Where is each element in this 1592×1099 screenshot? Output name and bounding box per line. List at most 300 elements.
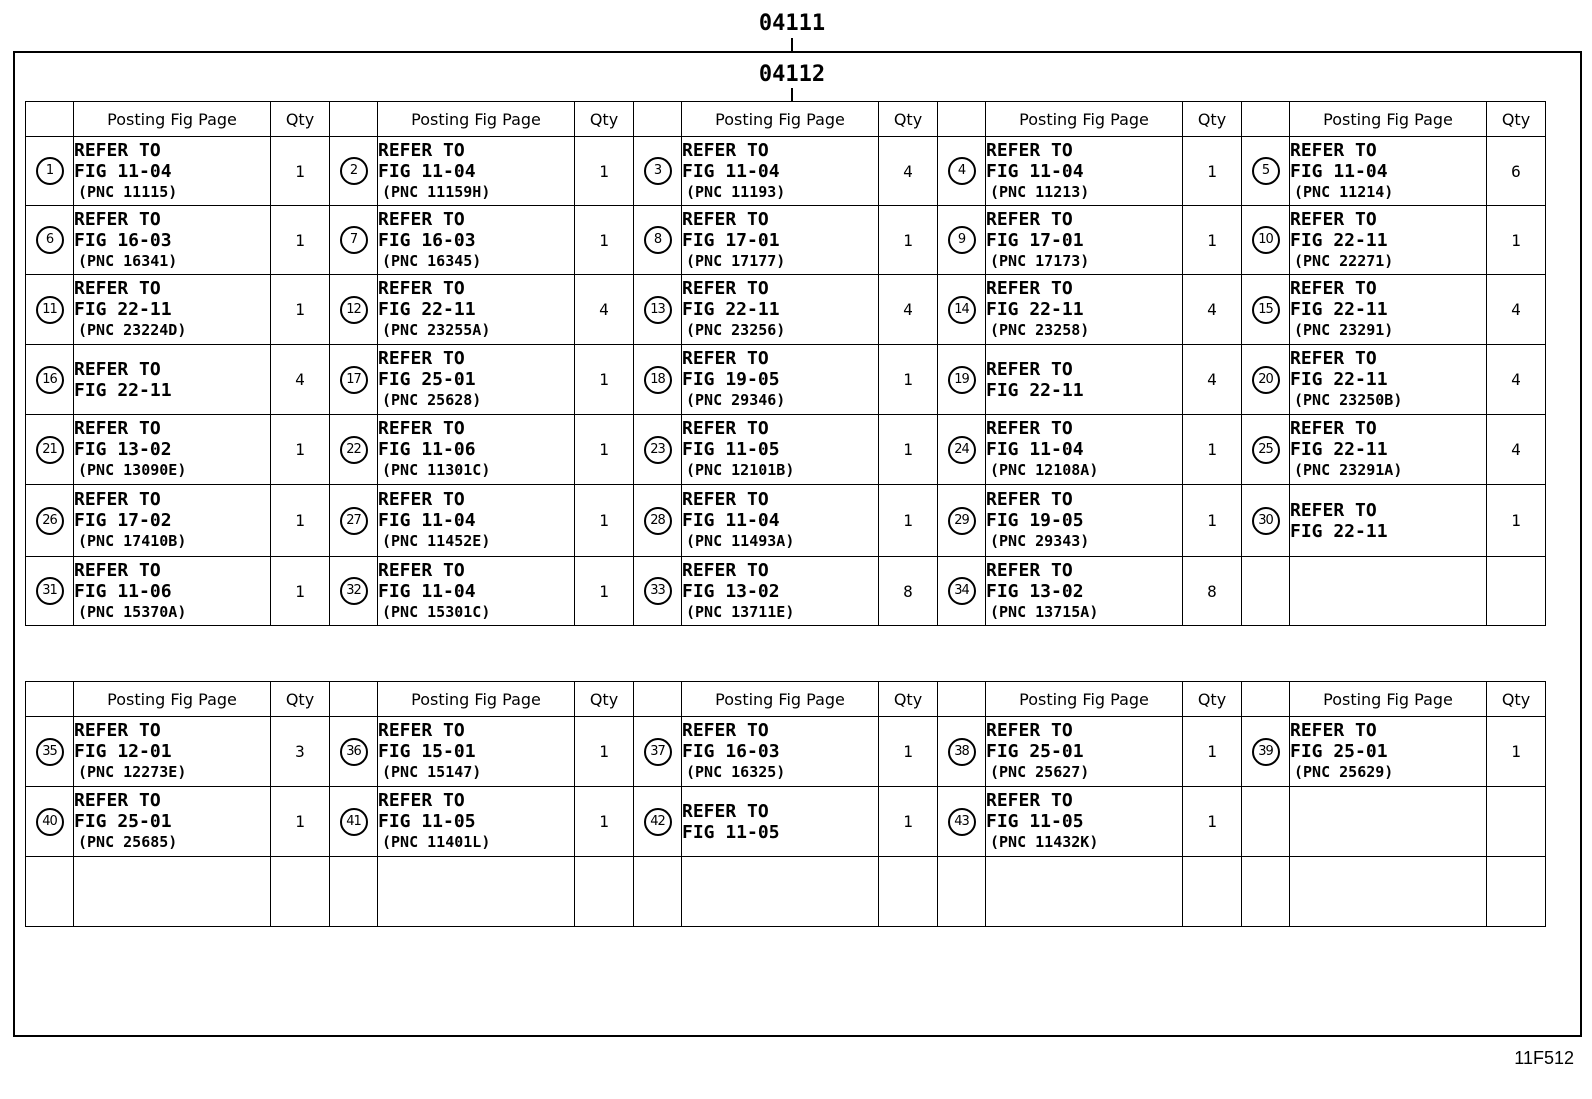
reference-cell (74, 787, 271, 857)
fig-page-label: FIG 16-03 (682, 741, 780, 762)
fig-page-label: FIG 11-06 (378, 439, 476, 460)
ref-number-cell (26, 137, 74, 206)
ref-number-cell (330, 415, 378, 485)
qty-cell: 1 (575, 717, 634, 787)
refer-to-label: REFER TO (682, 278, 769, 299)
ref-number-circle: 43 (948, 808, 976, 836)
ref-number-circle: 16 (36, 366, 64, 394)
header-posting-fig-page: Posting Fig Page (986, 102, 1183, 137)
fig-page-label: FIG 11-04 (986, 439, 1084, 460)
reference-cell (682, 137, 879, 206)
qty-cell: 8 (879, 557, 938, 626)
ref-number-circle: 38 (948, 738, 976, 766)
fig-page-label: FIG 11-04 (986, 160, 1084, 182)
fig-page-label: FIG 13-02 (74, 439, 172, 460)
refer-to-label: REFER TO (1290, 499, 1377, 521)
ref-number-circle: 41 (340, 808, 368, 836)
ref-number-circle: 18 (644, 366, 672, 394)
assembly-code-04112: 04112 (758, 62, 826, 87)
header-posting-fig-page: Posting Fig Page (682, 682, 879, 717)
reference-cell (682, 717, 879, 787)
ref-number-circle: 8 (644, 226, 672, 254)
fig-page-label: FIG 22-11 (1290, 369, 1388, 390)
refer-to-label: REFER TO (1290, 139, 1377, 161)
ref-number-cell (26, 206, 74, 275)
qty-cell: 1 (271, 415, 330, 485)
fig-page-label: FIG 25-01 (378, 369, 476, 390)
ref-number-circle: 33 (644, 577, 672, 605)
ref-number-cell (634, 345, 682, 415)
refer-to-label: REFER TO (74, 358, 161, 380)
qty-cell (879, 857, 938, 927)
qty-cell: 1 (879, 345, 938, 415)
reference-cell (378, 485, 575, 557)
reference-cell (1290, 206, 1487, 275)
reference-cell (1290, 137, 1487, 206)
pnc-label: (PNC 11452E) (382, 532, 491, 550)
header-qty: Qty (879, 682, 938, 717)
ref-number-cell (1242, 787, 1290, 857)
ref-number-cell (634, 275, 682, 345)
fig-page-label: FIG 19-05 (986, 510, 1084, 531)
ref-number-circle: 36 (340, 738, 368, 766)
refer-to-label: REFER TO (682, 489, 769, 510)
pnc-label: (PNC 16345) (382, 251, 482, 270)
qty-cell: 1 (879, 717, 938, 787)
table-row (26, 137, 1546, 206)
header-qty: Qty (271, 682, 330, 717)
ref-number-circle: 34 (948, 577, 976, 605)
pnc-label: (PNC 11214) (1294, 182, 1394, 201)
qty-cell: 6 (1487, 137, 1546, 206)
qty-cell: 4 (1487, 275, 1546, 345)
ref-number-cell (330, 557, 378, 626)
table-row (26, 275, 1546, 345)
pnc-label: (PNC 12101B) (686, 461, 795, 479)
ref-number-circle: 2 (340, 157, 368, 185)
header-posting-fig-page: Posting Fig Page (378, 682, 575, 717)
header-qty: Qty (879, 102, 938, 137)
table-row (26, 717, 1546, 787)
reference-cell (74, 415, 271, 485)
qty-cell: 1 (271, 137, 330, 206)
reference-cell (682, 345, 879, 415)
refer-to-label: REFER TO (1290, 348, 1377, 369)
pnc-label: (PNC 23291A) (1294, 461, 1403, 479)
ref-number-cell (26, 557, 74, 626)
header-posting-fig-page: Posting Fig Page (1290, 682, 1487, 717)
refer-to-label: REFER TO (986, 358, 1073, 380)
fig-page-label: FIG 22-11 (1290, 520, 1388, 542)
qty-cell: 1 (575, 485, 634, 557)
qty-cell: 1 (879, 485, 938, 557)
ref-number-cell (26, 345, 74, 415)
header-ref-no (26, 682, 74, 717)
ref-number-cell (634, 137, 682, 206)
pnc-label: (PNC 11301C) (382, 461, 491, 479)
pnc-label: (PNC 25627) (990, 763, 1090, 781)
reference-cell (74, 275, 271, 345)
refer-to-label: REFER TO (74, 418, 161, 439)
reference-cell (378, 415, 575, 485)
ref-number-cell (1242, 857, 1290, 927)
pnc-label: (PNC 13715A) (990, 602, 1099, 621)
pnc-label: (PNC 15301C) (382, 602, 491, 621)
ref-number-circle: 13 (644, 296, 672, 324)
qty-cell: 4 (879, 275, 938, 345)
qty-cell (575, 857, 634, 927)
qty-cell (271, 857, 330, 927)
table-row (26, 485, 1546, 557)
fig-page-label: FIG 16-03 (378, 229, 476, 251)
pnc-label: (PNC 12108A) (990, 461, 1099, 479)
fig-page-label: FIG 11-04 (1290, 160, 1388, 182)
reference-cell (1290, 557, 1487, 626)
ref-number-cell (1242, 485, 1290, 557)
qty-cell: 4 (1183, 275, 1242, 345)
reference-cell (986, 717, 1183, 787)
reference-cell (1290, 717, 1487, 787)
header-row (26, 682, 1546, 717)
fig-page-label: FIG 25-01 (986, 741, 1084, 762)
reference-cell (682, 415, 879, 485)
ref-number-circle: 39 (1252, 738, 1280, 766)
pnc-label: (PNC 13711E) (686, 602, 795, 621)
reference-cell (986, 557, 1183, 626)
ref-number-cell (26, 485, 74, 557)
ref-number-cell (26, 787, 74, 857)
qty-cell: 1 (1183, 415, 1242, 485)
refer-to-label: REFER TO (74, 790, 161, 811)
reference-cell (986, 857, 1183, 927)
header-posting-fig-page: Posting Fig Page (682, 102, 879, 137)
ref-number-cell (1242, 717, 1290, 787)
parts-reference-table-1 (25, 101, 1546, 626)
ref-number-cell (938, 275, 986, 345)
ref-number-cell (26, 857, 74, 927)
pnc-label: (PNC 25629) (1294, 763, 1394, 781)
reference-cell (682, 857, 879, 927)
table-row (26, 345, 1546, 415)
refer-to-label: REFER TO (74, 208, 161, 230)
ref-number-cell (634, 415, 682, 485)
qty-cell: 1 (1183, 787, 1242, 857)
refer-to-label: REFER TO (986, 418, 1073, 439)
reference-cell (74, 717, 271, 787)
qty-cell: 4 (575, 275, 634, 345)
ref-number-cell (330, 275, 378, 345)
figure-code: 11F512 (1514, 1048, 1574, 1068)
ref-number-cell (938, 857, 986, 927)
pnc-label: (PNC 23250B) (1294, 391, 1403, 409)
fig-page-label: FIG 17-02 (74, 510, 172, 531)
fig-page-label: FIG 11-04 (682, 510, 780, 531)
refer-to-label: REFER TO (378, 790, 465, 811)
qty-cell: 1 (879, 206, 938, 275)
fig-page-label: FIG 11-05 (986, 811, 1084, 832)
fig-page-label: FIG 19-05 (682, 369, 780, 390)
qty-cell: 1 (575, 137, 634, 206)
fig-page-label: FIG 12-01 (74, 741, 172, 762)
reference-cell (986, 485, 1183, 557)
ref-number-circle: 7 (340, 226, 368, 254)
fig-page-label: FIG 11-04 (378, 160, 476, 182)
fig-page-label: FIG 22-11 (986, 379, 1084, 401)
ref-number-circle: 21 (36, 436, 64, 464)
ref-number-circle: 37 (644, 738, 672, 766)
ref-number-circle: 29 (948, 507, 976, 535)
table-row (26, 857, 1546, 927)
reference-cell (74, 557, 271, 626)
reference-cell (1290, 787, 1487, 857)
qty-cell: 1 (271, 275, 330, 345)
reference-cell (682, 275, 879, 345)
reference-cell (986, 345, 1183, 415)
header-qty: Qty (1487, 682, 1546, 717)
ref-number-cell (938, 137, 986, 206)
refer-to-label: REFER TO (682, 720, 769, 741)
ref-number-circle: 35 (36, 738, 64, 766)
ref-number-cell (330, 787, 378, 857)
ref-number-cell (26, 415, 74, 485)
qty-cell (1487, 857, 1546, 927)
ref-number-cell (634, 857, 682, 927)
header-row (26, 102, 1546, 137)
ref-number-circle: 19 (948, 366, 976, 394)
header-qty: Qty (575, 102, 634, 137)
qty-cell: 4 (271, 345, 330, 415)
pnc-label: (PNC 29343) (990, 532, 1090, 550)
header-posting-fig-page: Posting Fig Page (986, 682, 1183, 717)
assembly-code-04111: 04111 (758, 11, 826, 36)
ref-number-circle: 5 (1252, 157, 1280, 185)
ref-number-cell (330, 857, 378, 927)
refer-to-label: REFER TO (1290, 208, 1377, 230)
reference-cell (378, 857, 575, 927)
qty-cell: 1 (575, 557, 634, 626)
refer-to-label: REFER TO (682, 800, 769, 822)
ref-number-circle: 30 (1252, 507, 1280, 535)
ref-number-circle: 31 (36, 577, 64, 605)
refer-to-label: REFER TO (378, 208, 465, 230)
ref-number-cell (634, 717, 682, 787)
ref-number-cell (330, 206, 378, 275)
header-qty: Qty (271, 102, 330, 137)
header-qty: Qty (1487, 102, 1546, 137)
pnc-label: (PNC 16341) (78, 251, 178, 270)
fig-page-label: FIG 25-01 (74, 811, 172, 832)
pnc-label: (PNC 15370A) (78, 602, 187, 621)
refer-to-label: REFER TO (378, 418, 465, 439)
ref-number-cell (1242, 206, 1290, 275)
pnc-label: (PNC 23255A) (382, 321, 491, 339)
pnc-label: (PNC 23224D) (78, 321, 187, 339)
qty-cell (1487, 787, 1546, 857)
ref-number-cell (1242, 345, 1290, 415)
ref-number-circle: 15 (1252, 296, 1280, 324)
qty-cell: 1 (1487, 485, 1546, 557)
reference-cell (1290, 857, 1487, 927)
reference-cell (378, 557, 575, 626)
qty-cell: 1 (1487, 206, 1546, 275)
qty-cell: 4 (1487, 345, 1546, 415)
ref-number-circle: 11 (36, 296, 64, 324)
pnc-label: (PNC 11432K) (990, 833, 1099, 851)
ref-number-circle: 42 (644, 808, 672, 836)
fig-page-label: FIG 22-11 (986, 299, 1084, 320)
reference-cell (1290, 275, 1487, 345)
pnc-label: (PNC 23291) (1294, 321, 1394, 339)
pnc-label: (PNC 11193) (686, 182, 786, 201)
refer-to-label: REFER TO (74, 278, 161, 299)
qty-cell: 1 (879, 415, 938, 485)
qty-cell: 1 (1183, 137, 1242, 206)
ref-number-cell (938, 206, 986, 275)
ref-number-cell (26, 717, 74, 787)
table-row (26, 787, 1546, 857)
refer-to-label: REFER TO (682, 418, 769, 439)
reference-cell (1290, 415, 1487, 485)
qty-cell: 1 (271, 557, 330, 626)
pnc-label: (PNC 11159H) (382, 182, 491, 201)
header-qty: Qty (1183, 102, 1242, 137)
refer-to-label: REFER TO (378, 559, 465, 581)
pnc-label: (PNC 12273E) (78, 763, 187, 781)
fig-page-label: FIG 11-05 (682, 821, 780, 843)
fig-page-label: FIG 11-04 (682, 160, 780, 182)
refer-to-label: REFER TO (74, 720, 161, 741)
fig-page-label: FIG 17-01 (682, 229, 780, 251)
reference-cell (986, 275, 1183, 345)
ref-number-circle: 20 (1252, 366, 1280, 394)
pnc-label: (PNC 13090E) (78, 461, 187, 479)
header-posting-fig-page: Posting Fig Page (74, 102, 271, 137)
pnc-label: (PNC 25685) (78, 833, 178, 851)
qty-cell: 1 (879, 787, 938, 857)
pnc-label: (PNC 22271) (1294, 251, 1394, 270)
ref-number-cell (634, 557, 682, 626)
refer-to-label: REFER TO (986, 559, 1073, 581)
refer-to-label: REFER TO (986, 139, 1073, 161)
header-ref-no (330, 102, 378, 137)
reference-cell (986, 206, 1183, 275)
fig-page-label: FIG 22-11 (378, 299, 476, 320)
reference-cell (682, 557, 879, 626)
fig-page-label: FIG 17-01 (986, 229, 1084, 251)
pnc-label: (PNC 17173) (990, 251, 1090, 270)
ref-number-cell (938, 485, 986, 557)
table-row (26, 206, 1546, 275)
header-ref-no (330, 682, 378, 717)
ref-number-circle: 26 (36, 507, 64, 535)
refer-to-label: REFER TO (986, 790, 1073, 811)
qty-cell: 1 (1183, 206, 1242, 275)
qty-cell: 1 (271, 206, 330, 275)
qty-cell: 1 (575, 345, 634, 415)
reference-cell (378, 206, 575, 275)
reference-cell (986, 787, 1183, 857)
fig-page-label: FIG 13-02 (682, 580, 780, 602)
qty-cell: 1 (1487, 717, 1546, 787)
pnc-label: (PNC 23258) (990, 321, 1090, 339)
ref-number-circle: 24 (948, 436, 976, 464)
reference-cell (1290, 345, 1487, 415)
ref-number-circle: 28 (644, 507, 672, 535)
ref-number-circle: 22 (340, 436, 368, 464)
reference-cell (378, 345, 575, 415)
header-posting-fig-page: Posting Fig Page (74, 682, 271, 717)
refer-to-label: REFER TO (74, 559, 161, 581)
ref-number-circle: 4 (948, 157, 976, 185)
reference-cell (682, 485, 879, 557)
ref-number-circle: 10 (1252, 226, 1280, 254)
ref-number-cell (634, 485, 682, 557)
fig-page-label: FIG 11-04 (378, 580, 476, 602)
refer-to-label: REFER TO (682, 208, 769, 230)
header-ref-no (26, 102, 74, 137)
ref-number-circle: 6 (36, 226, 64, 254)
fig-page-label: FIG 13-02 (986, 580, 1084, 602)
pnc-label: (PNC 16325) (686, 763, 786, 781)
reference-cell (74, 345, 271, 415)
refer-to-label: REFER TO (682, 139, 769, 161)
fig-page-label: FIG 22-11 (1290, 299, 1388, 320)
leader-line-outer (791, 38, 793, 52)
refer-to-label: REFER TO (74, 489, 161, 510)
ref-number-cell (330, 345, 378, 415)
pnc-label: (PNC 23256) (686, 321, 786, 339)
ref-number-circle: 32 (340, 577, 368, 605)
ref-number-cell (938, 415, 986, 485)
reference-cell (682, 787, 879, 857)
ref-number-circle: 25 (1252, 436, 1280, 464)
fig-page-label: FIG 11-05 (682, 439, 780, 460)
header-qty: Qty (575, 682, 634, 717)
header-posting-fig-page: Posting Fig Page (1290, 102, 1487, 137)
pnc-label: (PNC 15147) (382, 763, 482, 781)
ref-number-circle: 9 (948, 226, 976, 254)
pnc-label: (PNC 25628) (382, 391, 482, 409)
header-ref-no (634, 682, 682, 717)
header-ref-no (1242, 102, 1290, 137)
refer-to-label: REFER TO (682, 559, 769, 581)
refer-to-label: REFER TO (1290, 278, 1377, 299)
qty-cell: 4 (879, 137, 938, 206)
ref-number-cell (1242, 557, 1290, 626)
qty-cell: 4 (1183, 345, 1242, 415)
ref-number-circle: 1 (36, 157, 64, 185)
ref-number-cell (938, 345, 986, 415)
ref-number-circle: 27 (340, 507, 368, 535)
qty-cell (1183, 857, 1242, 927)
qty-cell: 1 (575, 787, 634, 857)
ref-number-cell (938, 557, 986, 626)
qty-cell: 1 (271, 787, 330, 857)
parts-reference-table-2 (25, 681, 1546, 927)
ref-number-circle: 14 (948, 296, 976, 324)
pnc-label: (PNC 29346) (686, 391, 786, 409)
ref-number-cell (634, 206, 682, 275)
reference-cell (74, 485, 271, 557)
fig-page-label: FIG 22-11 (1290, 439, 1388, 460)
refer-to-label: REFER TO (378, 489, 465, 510)
header-ref-no (634, 102, 682, 137)
fig-page-label: FIG 22-11 (1290, 229, 1388, 251)
refer-to-label: REFER TO (986, 208, 1073, 230)
ref-number-cell (634, 787, 682, 857)
fig-page-label: FIG 11-04 (378, 510, 476, 531)
pnc-label: (PNC 17410B) (78, 532, 187, 550)
